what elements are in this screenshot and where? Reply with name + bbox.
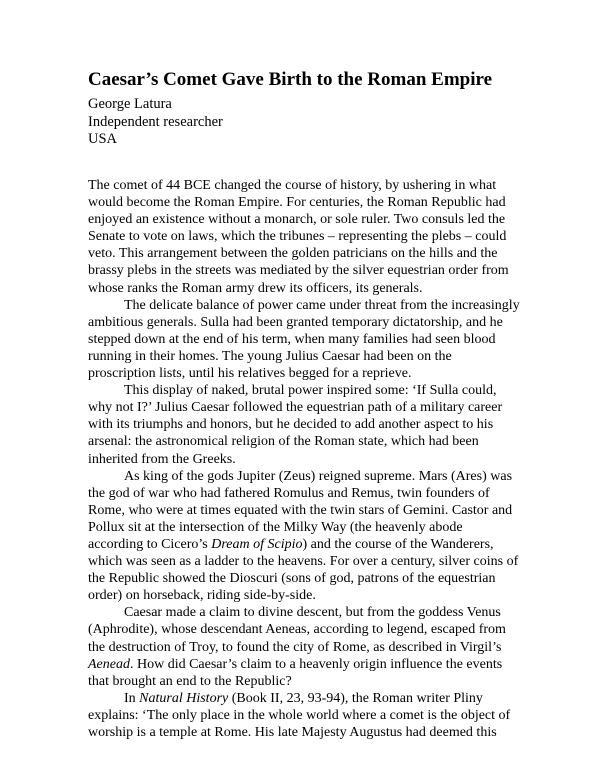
text-line: Pollux sit at the intersection of the Milky Way (the heavenly abode	[88, 519, 463, 535]
text-line: arsenal: the astronomical religion of the Roman state, which had been	[88, 434, 479, 450]
author-block	[88, 96, 223, 149]
text-line: order) on horseback, riding side-by-side.	[88, 588, 316, 604]
italic-title: Dream of Scipio	[211, 536, 303, 552]
text-line: with its triumphs and honors, but he decided to add another aspect to his	[88, 417, 494, 433]
paragraph	[88, 468, 528, 605]
italic-title: Aenead	[88, 656, 130, 672]
text-line: In Natural History (Book II, 23, 93-94), the Roman writer Pliny	[124, 690, 483, 706]
text-line: brassy plebs in the streets was mediated by the silver equestrian order from	[88, 263, 509, 279]
text-line: which was seen as a ladder to the heavens. For over a century, silver coins of	[88, 554, 519, 570]
paragraph	[88, 604, 528, 689]
paragraph	[88, 690, 528, 741]
paragraph	[88, 177, 528, 297]
text-line: stepped down at the end of his term, when many families had seen blood	[88, 331, 496, 347]
text-line: (Aphrodite), whose descendant Aeneas, according to legend, escaped from	[88, 622, 506, 638]
text-line: the god of war who had fathered Romulus and Remus, twin founders of	[88, 485, 490, 501]
text-line: ambitious generals. Sulla had been granted temporary dictatorship, and he	[88, 314, 503, 330]
text-line: proscription lists, until his relatives begged for a reprieve.	[88, 366, 412, 382]
author-country: USA	[88, 131, 118, 147]
text-line: Caesar made a claim to divine descent, but from the goddess Venus	[124, 605, 501, 621]
author-name: George Latura	[88, 96, 172, 112]
text-line: The delicate balance of power came under threat from the increasingly	[124, 297, 520, 313]
text-line: Aenead. How did Caesar’s claim to a heavenly origin influence the events	[88, 656, 503, 672]
paragraph	[88, 297, 528, 382]
text-line: would become the Roman Empire. For centuries, the Roman Republic had	[88, 195, 506, 211]
italic-title: Natural History	[139, 690, 229, 706]
text-line: that brought an end to the Republic?	[88, 673, 292, 689]
text-line: This display of naked, brutal power inspired some: ‘If Sulla could,	[124, 383, 497, 399]
text-line: whose ranks the Roman army drew its officers, its generals.	[88, 280, 423, 296]
text-line: enjoyed an existence without a monarch, or sole ruler. Two consuls led the	[88, 212, 506, 228]
paper-body	[88, 177, 528, 741]
text-line: the Republic showed the Dioscuri (sons of god, patrons of the equestrian	[88, 571, 496, 587]
text-line: As king of the gods Jupiter (Zeus) reigned supreme. Mars (Ares) was	[124, 468, 513, 484]
text-line: veto. This arrangement between the golden patricians on the hills and the	[88, 246, 498, 262]
text-line: worship is a temple at Rome. His late Majesty Augustus had deemed this	[88, 725, 497, 740]
paragraph	[88, 382, 528, 467]
text-line: inherited from the Greeks.	[88, 451, 236, 467]
text-line: Senate to vote on laws, which the tribunes – representing the plebs – could	[88, 229, 507, 245]
text-line: explains: ‘The only place in the whole world where a comet is the object of	[88, 707, 511, 723]
text-line: The comet of 44 BCE changed the course of history, by ushering in what	[88, 178, 497, 193]
text-line: the destruction of Troy, to found the city of Rome, as described in Virgil’s	[88, 639, 502, 655]
author-affiliation: Independent researcher	[88, 113, 223, 130]
text-line: running in their homes. The young Julius Caesar had been on the	[88, 348, 452, 364]
text-line: why not I?’ Julius Caesar followed the equestrian path of a military career	[88, 400, 503, 416]
paper-title: Caesar’s Comet Gave Birth to the Roman Empire	[88, 69, 493, 90]
text-line: according to Cicero’s Dream of Scipio) and the course of the Wanderers,	[88, 536, 494, 552]
text-line: Rome, who were at times equated with the twin stars of Gemini. Castor and	[88, 502, 513, 518]
